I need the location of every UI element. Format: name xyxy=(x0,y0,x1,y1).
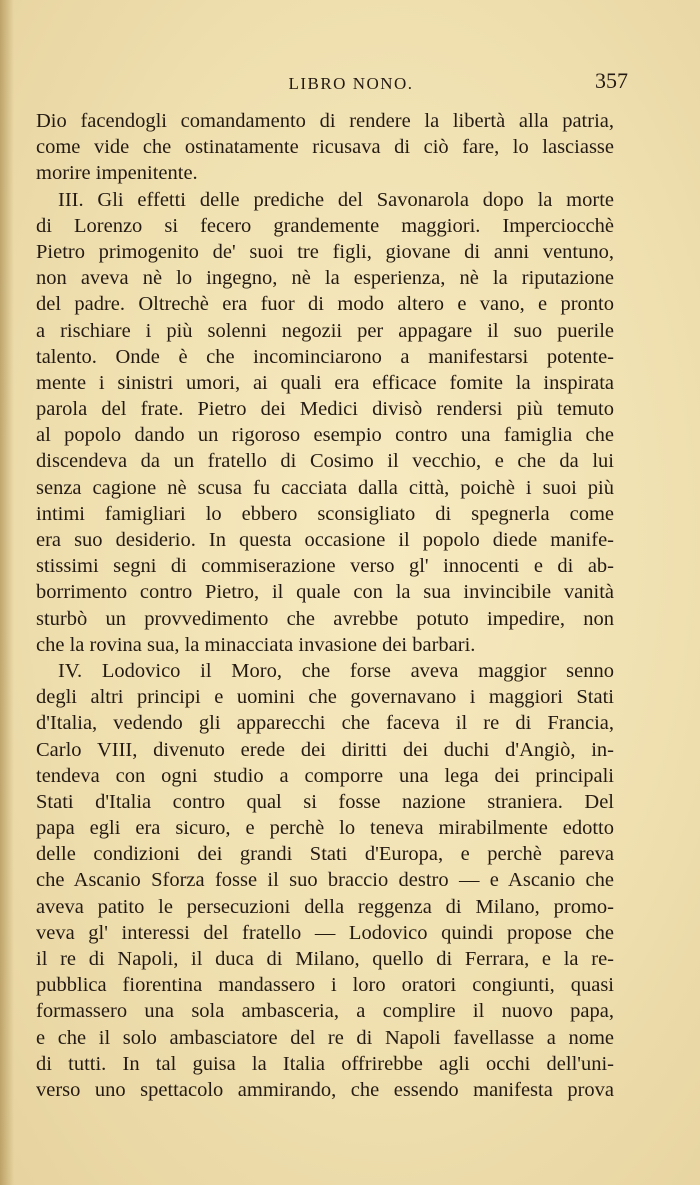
text-line: aveva patito le persecuzioni della reggenza di Milano, promo- xyxy=(36,895,614,918)
text-line: morire impenitente. xyxy=(36,162,198,185)
text-line: borrimento contro Pietro, il quale con la sua invincibile vanità xyxy=(36,581,614,604)
text-line: d'Italia, vedendo gli apparecchi che faceva il re di Francia, xyxy=(36,712,614,735)
text-line: discendeva da un fratello di Cosimo il vecchio, e che da lui xyxy=(36,450,614,473)
text-line: stissimi segni di commiserazione verso gl' innocenti e di ab- xyxy=(36,555,614,578)
body-text xyxy=(36,108,614,1103)
text-line: al popolo dando un rigoroso esempio contro una famiglia che xyxy=(36,424,614,447)
text-line: IV. Lodovico il Moro, che forse aveva maggior senno xyxy=(58,659,614,682)
text-line: che la rovina sua, la minacciata invasione dei barbari. xyxy=(36,633,476,656)
text-line: non aveva nè lo ingegno, nè la esperienza, nè la riputazione xyxy=(36,267,614,290)
text-line: veva gl' interessi del fratello — Lodovico quindi propose che xyxy=(36,921,614,944)
text-line: era suo desiderio. In questa occasione il popolo diede manife- xyxy=(36,529,614,551)
page-header xyxy=(36,68,666,98)
text-line: papa egli era sicuro, e perchè lo teneva mirabilmente edotto xyxy=(36,817,614,840)
text-line: tendeva con ogni studio a comporre una lega dei principali xyxy=(36,764,614,787)
text-line: di Lorenzo si fecero grandemente maggiori. Imperciocchè xyxy=(36,214,614,237)
page-number: 357 xyxy=(595,68,628,93)
text-line: che Ascanio Sforza fosse il suo braccio destro — e Ascanio che xyxy=(36,869,614,892)
text-line: pubblica fiorentina mandassero i loro oratori congiunti, quasi xyxy=(36,974,614,997)
text-line: di tutti. In tal guisa la Italia offrirebbe agli occhi dell'uni- xyxy=(36,1052,614,1075)
text-line: a rischiare i più solenni negozii per appagare il suo puerile xyxy=(36,319,614,342)
text-line: mente i sinistri umori, ai quali era efficace fomite la inspirata xyxy=(36,371,614,394)
text-line: sturbò un provvedimento che avrebbe potuto impedire, non xyxy=(36,607,614,630)
text-line: del padre. Oltrechè era fuor di modo altero e vano, e pronto xyxy=(36,293,614,316)
text-line: degli altri principi e uomini che governavano i maggiori Stati xyxy=(36,686,614,709)
text-line: III. Gli effetti delle prediche del Savonarola dopo la morte xyxy=(58,188,614,211)
text-line: come vide che ostinatamente ricusava di ciò fare, lo lasciasse xyxy=(36,136,614,159)
text-line: talento. Onde è che incominciarono a manifestarsi potente- xyxy=(36,345,614,368)
text-line: il re di Napoli, il duca di Milano, quello di Ferrara, e la re- xyxy=(36,948,614,970)
text-line: formassero una sola ambasceria, a complire il nuovo papa, xyxy=(36,1000,614,1023)
text-line: Carlo VIII, divenuto erede dei diritti dei duchi d'Angiò, in- xyxy=(36,738,614,761)
text-line: Pietro primogenito de' suoi tre figli, giovane di anni ventuno, xyxy=(36,240,614,263)
text-line: intimi famigliari lo ebbero sconsigliato di spegnerla come xyxy=(36,502,614,525)
text-line: delle condizioni dei grandi Stati d'Europa, e perchè pareva xyxy=(36,843,614,866)
running-title: LIBRO NONO. xyxy=(288,74,414,93)
text-line: senza cagione nè scusa fu cacciata dalla città, poichè i suoi più xyxy=(36,476,614,499)
text-line: parola del frate. Pietro dei Medici divisò rendersi più temuto xyxy=(36,398,614,421)
text-line: Stati d'Italia contro qual si fosse nazione straniera. Del xyxy=(36,790,614,813)
text-line: verso uno spettacolo ammirando, che essendo manifesta prova xyxy=(36,1078,614,1101)
text-line: Dio facendogli comandamento di rendere la libertà alla patria, xyxy=(36,110,614,132)
text-line: e che il solo ambasciatore del re di Napoli favellasse a nome xyxy=(36,1026,614,1049)
